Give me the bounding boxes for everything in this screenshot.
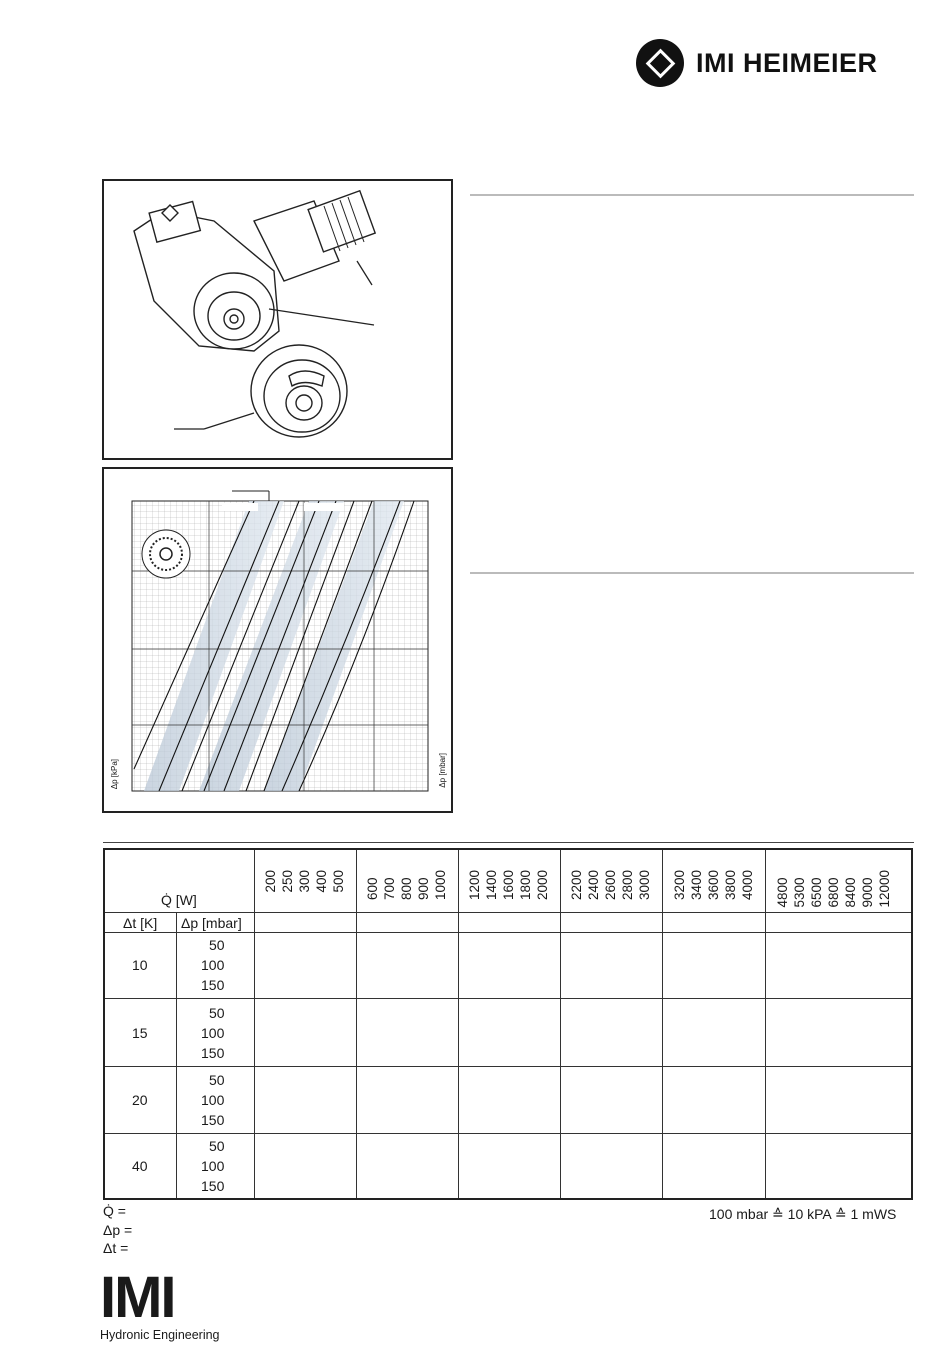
valve-illustration-frame	[102, 179, 453, 460]
imi-tagline: Hydronic Engineering	[100, 1328, 220, 1342]
dp-value: 150	[201, 977, 225, 993]
dp-value: 100	[201, 957, 225, 973]
dp-value: 100	[201, 1092, 225, 1108]
dp-value: 100	[201, 1025, 225, 1041]
dp-value: 100	[201, 1158, 225, 1174]
dt-value: 40	[132, 1158, 148, 1174]
unit-conversion: 100 mbar ≙ 10 kPA ≙ 1 mWS	[709, 1206, 897, 1222]
column-header: 4800 5300 6500 6800 8400 9000 12000	[775, 870, 892, 908]
y-axis-left-label: Δp [kPa]	[110, 759, 119, 790]
brand-name: IMI HEIMEIER	[696, 47, 878, 78]
dp-value: 50	[209, 1005, 225, 1021]
pressure-loss-diagram-frame	[102, 467, 453, 813]
column-header: 600 700 800 900 1000	[365, 870, 448, 901]
legend-dt: Δt =	[103, 1240, 129, 1256]
imi-logo	[100, 1265, 220, 1342]
pressure-loss-diagram	[104, 469, 451, 811]
dp-value: 50	[209, 1138, 225, 1154]
divider	[470, 194, 914, 196]
dp-value: 150	[201, 1112, 225, 1128]
brand-header	[636, 38, 878, 88]
valve-drawing	[104, 181, 451, 458]
y-axis-right-label: Δp [mbar]	[438, 753, 447, 788]
dp-header: Δp [mbar]	[181, 915, 242, 931]
heat-output-table	[103, 848, 913, 1200]
diamond-in-circle-icon	[636, 39, 684, 87]
legend-dp: Δp =	[103, 1222, 133, 1238]
dp-value: 150	[201, 1178, 225, 1194]
column-header: 3200 3400 3600 3800 4000	[672, 870, 755, 901]
column-header: 2200 2400 2600 2800 3000	[569, 870, 652, 901]
legend-q: Q̇ =	[103, 1203, 126, 1219]
column-header: 1200 1400 1600 1800 2000	[467, 870, 550, 901]
dt-value: 15	[132, 1025, 148, 1041]
q-header: Q̇ [W]	[161, 892, 197, 908]
dt-value: 10	[132, 957, 148, 973]
dt-header: Δt [K]	[123, 915, 158, 931]
dp-value: 150	[201, 1045, 225, 1061]
column-header: 200 250 300 400 500	[263, 870, 346, 893]
divider	[470, 572, 914, 574]
dial-icon	[142, 530, 190, 578]
divider	[103, 842, 914, 843]
imi-wordmark: IMI	[100, 1265, 175, 1330]
dp-value: 50	[209, 937, 225, 953]
dp-value: 50	[209, 1072, 225, 1088]
dt-value: 20	[132, 1092, 148, 1108]
